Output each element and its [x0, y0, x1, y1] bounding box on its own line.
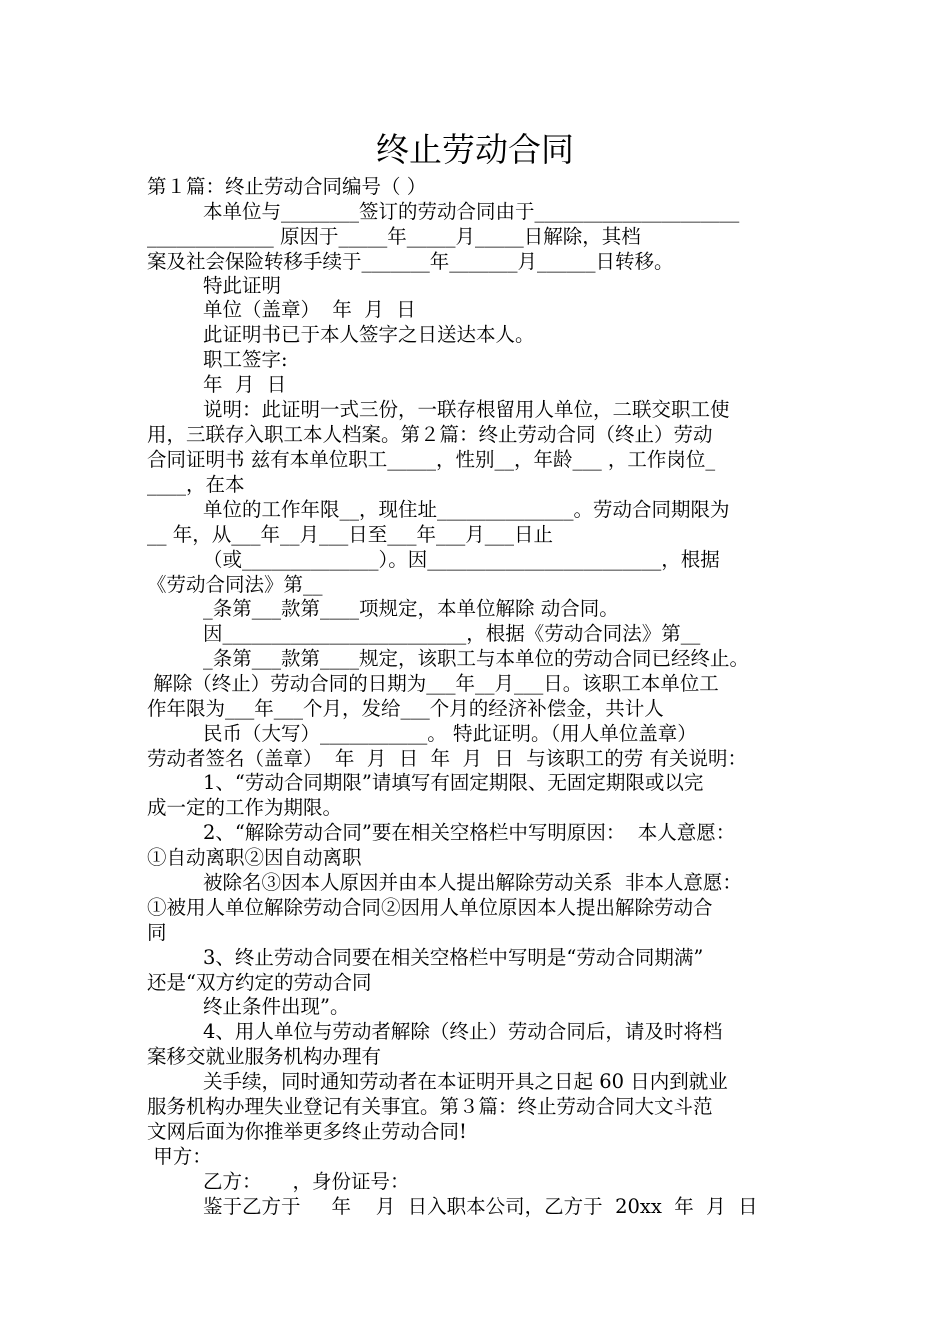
- doc-line: _条第___款第____项规定，本单位解除 动合同。: [203, 597, 619, 620]
- doc-line: 3、终止劳动合同要在相关空格栏中写明是“劳动合同期满”: [203, 946, 704, 969]
- doc-line: 因_________________________，根据《劳动合同法》第__: [203, 622, 701, 645]
- doc-line: 合同证明书 兹有本单位职工_____，性别__，年龄___ ，工作岗位_: [147, 448, 716, 471]
- doc-line: 终止条件出现”。: [203, 995, 350, 1018]
- doc-line: 《劳动合同法》第__: [147, 573, 323, 596]
- doc-line: 关手续，同时通知劳动者在本证明开具之日起 60 日内到就业: [203, 1070, 728, 1093]
- doc-line: 1、“劳动合同期限”请填写有固定期限、无固定期限或以完: [203, 771, 704, 794]
- doc-line: 用，三联存入职工本人档案。第２篇：终止劳动合同（终止）劳动: [147, 423, 713, 446]
- doc-line: _条第___款第____规定，该职工与本单位的劳动合同已经终止。: [203, 647, 750, 670]
- doc-line: 单位的工作年限__，现住址______________。劳动合同期限为: [203, 498, 730, 521]
- doc-line: 甲方：: [147, 1145, 212, 1168]
- doc-line: 说明：此证明一式三份，一联存根留用人单位，二联交职工使: [203, 398, 730, 421]
- doc-line: 第１篇：终止劳动合同编号（ ）: [147, 175, 427, 198]
- doc-line: ①自动离职②因自动离职: [147, 846, 362, 869]
- doc-line: 单位（盖章） 年 月 日: [203, 298, 416, 321]
- document-title: 终止劳动合同: [376, 130, 574, 169]
- doc-line: 特此证明: [203, 274, 282, 297]
- doc-line: 成一定的工作为期限。: [147, 796, 343, 819]
- doc-line: ____，在本: [147, 473, 245, 496]
- doc-line: 作年限为___年___个月，发给___个月的经济补偿金，共计人: [147, 697, 664, 720]
- doc-line: 鉴于乙方于 年 月 日入职本公司，乙方于 20xx 年 月 日: [203, 1195, 758, 1218]
- doc-line: 案移交就业服务机构办理有: [147, 1045, 382, 1068]
- doc-line: 解除（终止）劳动合同的日期为___年__月___日。该职工本单位工: [147, 672, 719, 695]
- doc-line: 乙方： ，身份证号：: [203, 1170, 410, 1193]
- doc-line: 服务机构办理失业登记有关事宜。第３篇：终止劳动合同大文斗范: [147, 1095, 713, 1118]
- doc-line: 案及社会保险转移手续于_______年_______月______日转移。: [147, 250, 674, 273]
- doc-line: 文网后面为你推举更多终止劳动合同!: [147, 1120, 467, 1143]
- doc-line: 年 月 日: [203, 373, 287, 396]
- doc-line: （或______________）。因________________________，根据: [203, 548, 720, 571]
- doc-line: ①被用人单位解除劳动合同②因用人单位原因本人提出解除劳动合: [147, 896, 713, 919]
- doc-line: 同: [147, 921, 167, 944]
- doc-line: 还是“双方约定的劳动合同: [147, 971, 372, 994]
- doc-line: 劳动者签名（盖章） 年 月 日 年 月 日 与该职工的劳 有关说明：: [147, 747, 747, 770]
- doc-line: 民币（大写）___________。 特此证明。（用人单位盖章）: [203, 722, 697, 745]
- doc-line: _____________ 原因于_____年_____月_____日解除，其档: [147, 225, 641, 248]
- doc-line: 职工签字:: [203, 348, 288, 371]
- doc-line: 本单位与________签订的劳动合同由于_____________________: [203, 200, 740, 223]
- doc-line: 4、用人单位与劳动者解除（终止）劳动合同后，请及时将档: [203, 1020, 723, 1043]
- doc-line: 被除名③因本人原因并由本人提出解除劳动关系 非本人意愿：: [203, 871, 742, 894]
- doc-line: __ 年，从___年__月___日至___年___月___日止: [147, 523, 553, 546]
- doc-line: 此证明书已于本人签字之日送达本人。: [203, 323, 535, 346]
- doc-line: 2、“解除劳动合同”要在相关空格栏中写明原因： 本人意愿：: [203, 821, 736, 844]
